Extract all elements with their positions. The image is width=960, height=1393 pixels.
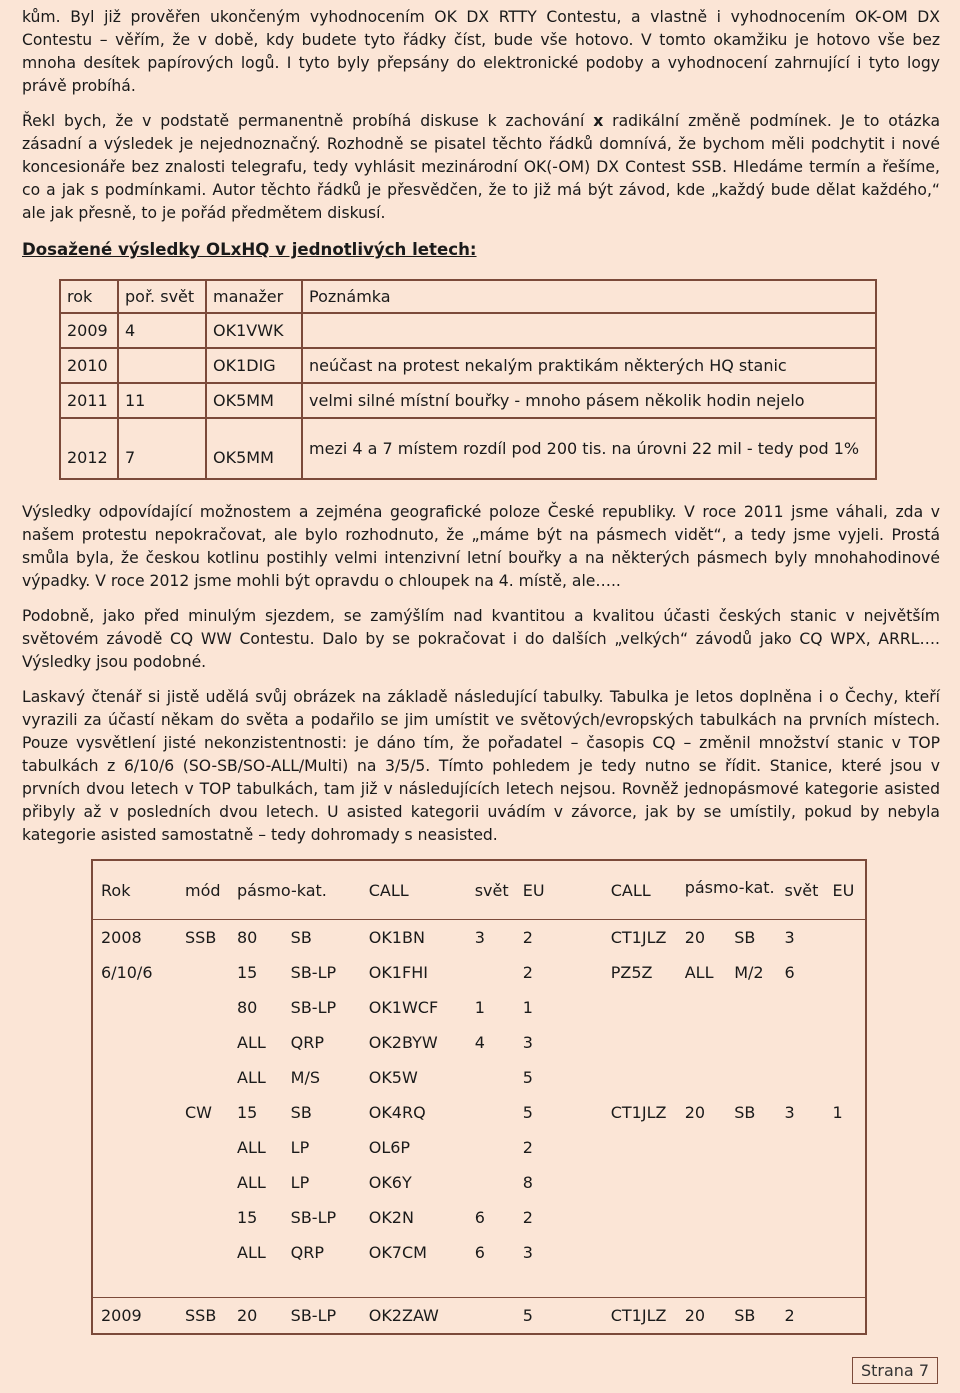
cell — [824, 1200, 866, 1235]
cell: 1 — [474, 998, 485, 1017]
cell — [726, 1060, 776, 1095]
table-row — [60, 383, 876, 418]
table-header-row — [92, 860, 866, 920]
cell: 1 — [522, 998, 533, 1017]
cell — [177, 1060, 229, 1095]
cell: 3 — [467, 920, 515, 956]
cell: CW — [185, 1103, 212, 1122]
cell: 2 — [522, 1208, 533, 1227]
cell: 6/10/6 — [101, 963, 153, 982]
cell: 3 — [522, 1243, 533, 1262]
paragraph: Laskavý čtenář si jistě udělá svůj obrázek na základě následující tabulky. Tabulka je letos doplněna i o Čechy, kteří vyrazili za účastí někam do světa a podařilo se jim umístit ve světových/evropských tabulkách na prvních místech. Pouze vysvětlení jisté nekonzistentnosti: je dáno tím, že pořadatel – časopis CQ – změnil množství stanic v TOP tabulkách z 6/10/6 (SO-SB/SO-ALL/Multi) na 3/5/5. Tímto pohledem je tedy nutno se řídit. Stanice, které jsou v prvních dvou letech v TOP tabulkách, tam již v následujících letech nejsou. Rovněž jednopásmové kategorie asisted přibyly až v posledních dvou letech. U asisted kategorii uvádím v závorce, jak by se umístily, pokud by nebyla kategorie asisted samostatně – tedy dohromady s neasisted. — [22, 688, 940, 844]
cell — [776, 1235, 824, 1270]
cell — [677, 1130, 726, 1165]
cell: 11 — [118, 383, 206, 418]
cell: OK1FHI — [368, 963, 428, 982]
cell: 6 — [474, 1208, 485, 1227]
cell — [603, 990, 677, 1025]
cell: 4 — [118, 313, 206, 348]
header-cell: poř. svět — [118, 280, 206, 313]
cell: 15 — [237, 1103, 258, 1122]
paragraph: Řekl bych, že v podstatě permanentně probíhá diskuse k zachování x radikální změně podmínek. Je to otázka zásadní a výsledek je nejednoznačný. Rozhodně se pisatel těchto řádků domnívá, že bychom měli podchytit i nové koncesionáře bez znalosti telegrafu, tedy vyhlásit mezinárodní OK(-OM) DX Contest SSB. Hledáme termín a řešíme, co a jak s podmínkami. Autor těchto řádků je přesvědčen, že to již má být závod, kde „každý bude dělat každého,“ ale jak přesně, to je pořád předmětem diskusí. — [22, 112, 941, 222]
cell: 7 — [118, 418, 206, 479]
header-cell: mód — [185, 880, 221, 900]
cell: OK2N — [368, 1208, 414, 1227]
cell: QRP — [290, 1243, 325, 1262]
table-row — [92, 1200, 866, 1235]
cell: OK5MM — [206, 418, 302, 479]
cell: OK2BYW — [368, 1033, 438, 1052]
cell: 6 — [784, 963, 795, 982]
cell: M/S — [290, 1068, 321, 1087]
cell: OK1WCF — [368, 998, 439, 1017]
cell: velmi silné místní bouřky - mnoho pásem několik hodin nejelo — [302, 383, 876, 418]
cell — [776, 990, 824, 1025]
cell — [177, 955, 229, 990]
cell — [824, 1298, 866, 1335]
cell — [118, 348, 206, 383]
cell: neúčast na protest nekalým praktikám některých HQ stanic — [302, 348, 876, 383]
cell — [467, 955, 515, 990]
cell — [467, 1165, 515, 1200]
table-row — [60, 313, 876, 348]
cell: OK2ZAW — [361, 1298, 467, 1335]
table-row — [92, 1235, 866, 1270]
table-row — [92, 920, 866, 956]
paragraph: Výsledky odpovídající možnostem a zejména geografické poloze České republiky. V roce 2011 jsme váhali, zda v našem protestu nepokračovat, ale bylo rozhodnuto, že „máme být na pásmech vidět“, a tedy jsme vyjeli. Prostá smůla byla, že českou kotlinu postihly velmi intenzivní letní bouřky a na některých pásmech byly mnohahodinové výpadky. V roce 2012 jsme mohli být opravdu o chloupek na 4. místě, ale….. — [22, 503, 940, 590]
cell: 6 — [474, 1243, 485, 1262]
cell — [92, 1025, 177, 1060]
cell — [603, 1130, 677, 1165]
table-row — [60, 348, 876, 383]
table-row — [92, 1060, 866, 1095]
cell: ALL — [684, 963, 714, 982]
cell — [603, 1165, 677, 1200]
cell: 2 — [522, 1138, 533, 1157]
cell — [776, 1060, 824, 1095]
cell — [776, 1130, 824, 1165]
header-cell: Rok — [101, 880, 131, 900]
cell: 20 — [677, 1298, 726, 1335]
cell: 2 — [515, 920, 603, 956]
cell — [302, 313, 876, 348]
cell: OK1DIG — [206, 348, 302, 383]
cell: mezi 4 a 7 místem rozdíl pod 200 tis. na úrovni 22 mil - tedy pod 1% — [302, 418, 876, 479]
cell — [92, 1165, 177, 1200]
cell: ALL — [237, 1033, 266, 1052]
cell: SB — [726, 920, 776, 956]
cell: 5 — [522, 1103, 533, 1122]
table-row — [92, 1165, 866, 1200]
cell — [824, 1130, 866, 1165]
cell — [677, 1025, 726, 1060]
cell — [467, 1130, 515, 1165]
cell: SB — [283, 920, 361, 956]
cell — [824, 1165, 866, 1200]
page-number: Strana 7 — [852, 1357, 938, 1384]
cell: OK7CM — [368, 1243, 427, 1262]
cell: SB-LP — [290, 1208, 337, 1227]
cell: 80 — [237, 998, 258, 1017]
cell — [776, 1165, 824, 1200]
cell: OK4RQ — [368, 1103, 426, 1122]
cell — [824, 920, 866, 956]
cell — [677, 1200, 726, 1235]
cell — [177, 1235, 229, 1270]
cell: M/2 — [734, 963, 764, 982]
cell — [92, 990, 177, 1025]
cell: SB — [726, 1298, 776, 1335]
cell — [726, 1165, 776, 1200]
cell: QRP — [290, 1033, 325, 1052]
table-row — [92, 990, 866, 1025]
cell: 20 — [684, 1103, 706, 1122]
header-cell: CALL — [368, 880, 409, 900]
cell: ALL — [237, 1068, 266, 1087]
cell: SB-LP — [283, 1298, 361, 1335]
cq-ww-table — [91, 859, 867, 1335]
cell: 5 — [522, 1068, 533, 1087]
cell: SB-LP — [290, 998, 337, 1017]
cell: CT1JLZ — [603, 1298, 677, 1335]
cell: 2011 — [60, 383, 118, 418]
cell: SSB — [177, 920, 229, 956]
cell: 15 — [237, 1208, 258, 1227]
cell: CT1JLZ — [610, 1103, 667, 1122]
cell — [177, 1200, 229, 1235]
cell: OK1BN — [361, 920, 467, 956]
header-cell: EU — [522, 880, 545, 900]
cell: OK5MM — [206, 383, 302, 418]
table-row — [60, 418, 876, 479]
cell — [824, 1060, 866, 1095]
cell — [603, 1025, 677, 1060]
cell — [467, 1298, 515, 1335]
cell — [177, 1025, 229, 1060]
cell — [677, 990, 726, 1025]
cell: SSB — [177, 1298, 229, 1335]
table-row — [92, 955, 866, 990]
cell: 5 — [515, 1298, 603, 1335]
section-heading: Dosažené výsledky OLxHQ v jednotlivých letech: — [22, 240, 477, 259]
cell: 3 — [784, 1103, 795, 1122]
cell: CT1JLZ — [603, 920, 677, 956]
cell — [603, 1235, 677, 1270]
cell — [603, 1060, 677, 1095]
table-row — [92, 1130, 866, 1165]
cell: PZ5Z — [610, 963, 653, 982]
cell — [726, 1200, 776, 1235]
cell — [92, 1235, 177, 1270]
cell — [92, 1130, 177, 1165]
paragraph: Podobně, jako před minulým sjezdem, se zamýšlím nad kvantitou a kvalitou účasti českých stanic v největším světovém závodě CQ WW Contestu. Dalo by se pokračovat i do dalších „velkých“ závodů jako CQ WPX, ARRL…. Výsledky jsou podobné. — [22, 607, 940, 671]
cell: SB-LP — [290, 963, 337, 982]
header-cell: CALL — [610, 880, 651, 900]
cell: 20 — [229, 1298, 283, 1335]
cell — [726, 990, 776, 1025]
cell: 2008 — [92, 920, 177, 956]
cell — [177, 1165, 229, 1200]
cell: LP — [290, 1173, 310, 1192]
cell — [824, 990, 866, 1025]
cell: 2009 — [92, 1298, 177, 1335]
header-cell: svět — [474, 880, 509, 900]
cell — [177, 1130, 229, 1165]
cell — [92, 1095, 177, 1130]
cell: 3 — [522, 1033, 533, 1052]
table-row — [92, 1298, 866, 1335]
cell — [726, 1235, 776, 1270]
cell: 1 — [832, 1103, 843, 1122]
cell — [824, 1235, 866, 1270]
cell — [726, 1130, 776, 1165]
paragraph: kům. Byl již prověřen ukončeným vyhodnocením OK DX RTTY Contestu, a vlastně i vyhodnocením OK-OM DX Contestu – věřím, že v době, kdy budete tyto řádky číst, bude vše hotovo. V tomto okamžiku je hotovo vše bez mnoha desítek papírových logů. I tyto byly přepsány do elektronické podoby a vyhodnocení zahrnující i tyto logy právě probíhá. — [22, 8, 940, 95]
header-cell: Poznámka — [302, 280, 876, 313]
cell — [467, 1060, 515, 1095]
cell: SB — [734, 1103, 756, 1122]
cell: 2 — [522, 963, 533, 982]
cell — [776, 1025, 824, 1060]
header-cell: svět — [784, 880, 819, 900]
intro-text — [22, 6, 940, 261]
cell: 15 — [237, 963, 258, 982]
cell — [677, 1235, 726, 1270]
cell: 4 — [474, 1033, 485, 1052]
cell — [824, 955, 866, 990]
cell: OL6P — [368, 1138, 411, 1157]
spacer-row — [92, 1270, 866, 1298]
cell: ALL — [237, 1173, 266, 1192]
cell: 80 — [229, 920, 283, 956]
cell — [677, 1165, 726, 1200]
body-text — [22, 501, 940, 847]
table-row — [92, 1095, 866, 1130]
cell — [726, 1025, 776, 1060]
table-header-row — [60, 280, 876, 313]
cell: OK5W — [368, 1068, 418, 1087]
header-cell: manažer — [206, 280, 302, 313]
header-cell: EU — [832, 880, 855, 900]
cell — [177, 990, 229, 1025]
cell: OK6Y — [368, 1173, 412, 1192]
header-cell: rok — [60, 280, 118, 313]
cell: 2009 — [60, 313, 118, 348]
cell: OK1VWK — [206, 313, 302, 348]
cell — [603, 1200, 677, 1235]
cell: 8 — [522, 1173, 533, 1192]
header-cell: pásmo-kat. — [684, 877, 775, 897]
cell: 2012 — [60, 418, 118, 479]
table-row — [92, 1025, 866, 1060]
cell — [92, 1060, 177, 1095]
cell: SB — [290, 1103, 312, 1122]
cell: 20 — [677, 920, 726, 956]
cell — [92, 1200, 177, 1235]
cell: ALL — [237, 1243, 266, 1262]
results-table — [59, 279, 877, 480]
cell: 2010 — [60, 348, 118, 383]
cell: LP — [290, 1138, 310, 1157]
cell: ALL — [237, 1138, 266, 1157]
cell — [776, 1200, 824, 1235]
cell — [467, 1095, 515, 1130]
cell — [677, 1060, 726, 1095]
cell: 3 — [776, 920, 824, 956]
cell — [824, 1025, 866, 1060]
cell: 2 — [776, 1298, 824, 1335]
header-cell: pásmo-kat. — [237, 880, 327, 900]
